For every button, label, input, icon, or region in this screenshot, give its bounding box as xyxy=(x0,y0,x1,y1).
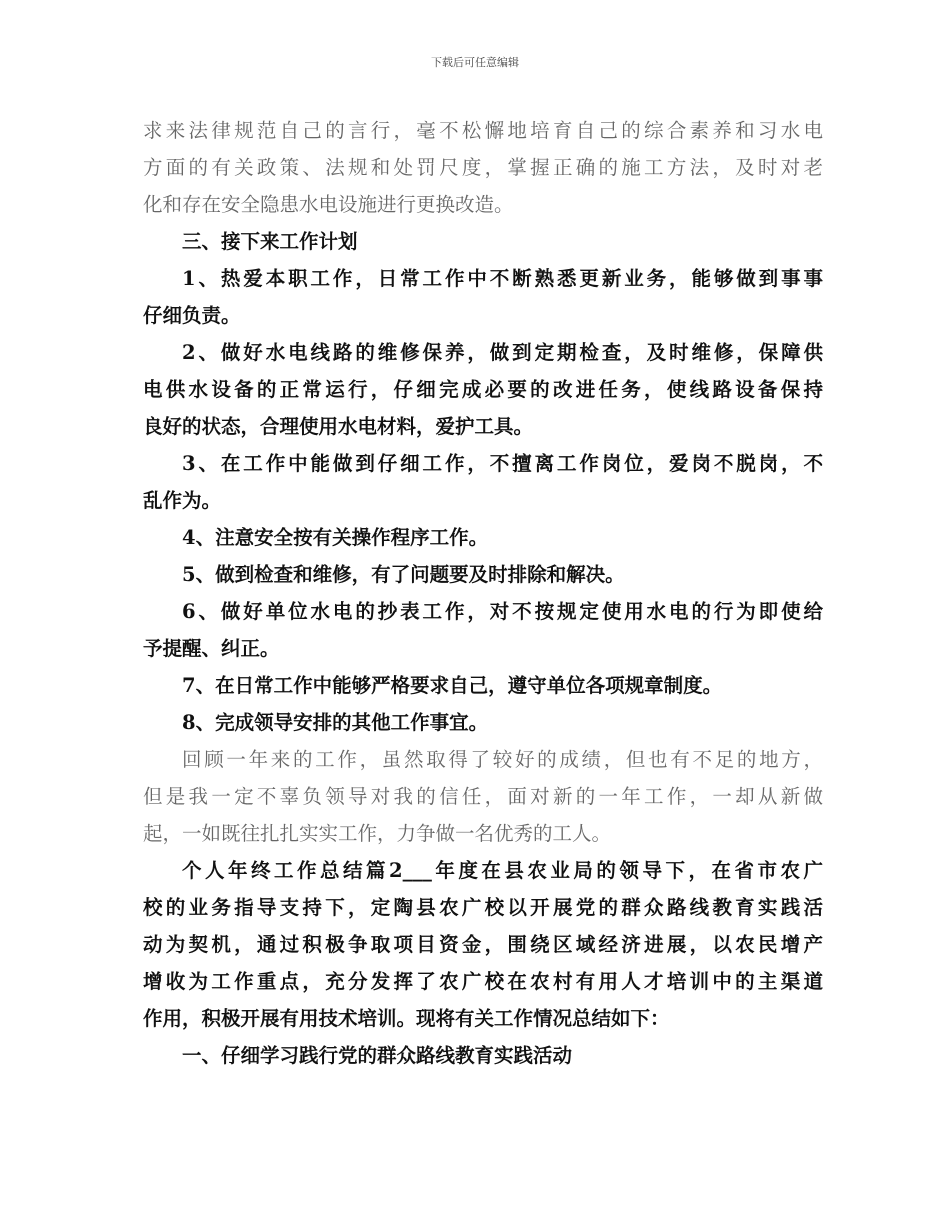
text-line: 校的业务指导支持下，定陶县农广校以开展党的群众路线教育实践活 xyxy=(143,896,823,919)
text-line: 动为契机，通过积极争取项目资金，围绕区域经济进展，以农民增产 xyxy=(143,933,823,956)
text-line: 个人年终工作总结篇2___年度在县农业局的领导下，在省市农广 xyxy=(182,859,823,882)
text-line: 方面的有关政策、法规和处罚尺度，掌握正确的施工方法，及时对老 xyxy=(143,156,823,179)
list-item: 7、在日常工作中能够严格要求自己，遵守单位各项规章制度。 xyxy=(182,674,723,697)
list-item: 6、做好单位水电的抄表工作，对不按规定使用水电的行为即使给 xyxy=(182,600,823,623)
text-line: 电供水设备的正常运行，仔细完成必要的改进任务，使线路设备保持 xyxy=(143,378,823,401)
text-line: 起，一如既往扎扎实实工作，力争做一名优秀的工人。 xyxy=(143,822,612,845)
text-line: 仔细负责。 xyxy=(143,304,241,327)
text-line: 乱作为。 xyxy=(143,489,222,512)
list-item: 4、注意安全按有关操作程序工作。 xyxy=(182,526,489,549)
text-line: 增收为工作重点，充分发挥了农广校在农村有用人才培训中的主渠道 xyxy=(143,970,823,993)
list-item: 8、完成领导安排的其他工作事宜。 xyxy=(182,711,489,734)
text-line: 但是我一定不辜负领导对我的信任，面对新的一年工作，一却从新做 xyxy=(143,785,823,808)
text-line: 回顾一年来的工作，虽然取得了较好的成绩，但也有不足的地方， xyxy=(182,748,823,771)
text-line: 予提醒、纠正。 xyxy=(143,637,280,660)
list-item: 2、做好水电线路的维修保养，做到定期检查，及时维修，保障供 xyxy=(182,341,823,364)
document-body xyxy=(143,112,823,1074)
list-item: 3、在工作中能做到仔细工作，不擅离工作岗位，爱岗不脱岗，不 xyxy=(182,452,823,475)
text-line: 化和存在安全隐患水电设施进行更换改造。 xyxy=(143,193,514,216)
list-item: 1、热爱本职工作，日常工作中不断熟悉更新业务，能够做到事事 xyxy=(182,267,823,290)
list-item: 5、做到检查和维修，有了问题要及时排除和解决。 xyxy=(182,563,625,586)
text-line: 良好的状态，合理使用水电材料，爱护工具。 xyxy=(143,415,534,438)
text-line: 作用，积极开展有用技术培训。现将有关工作情况总结如下： xyxy=(143,1007,670,1030)
text-line: 求来法律规范自己的言行，毫不松懈地培育自己的综合素养和习水电 xyxy=(143,119,823,142)
section-heading: 一、仔细学习践行党的群众路线教育实践活动 xyxy=(182,1044,573,1067)
page-header: 下载后可任意编辑 xyxy=(431,56,519,69)
section-heading: 三、接下来工作计划 xyxy=(182,230,358,253)
